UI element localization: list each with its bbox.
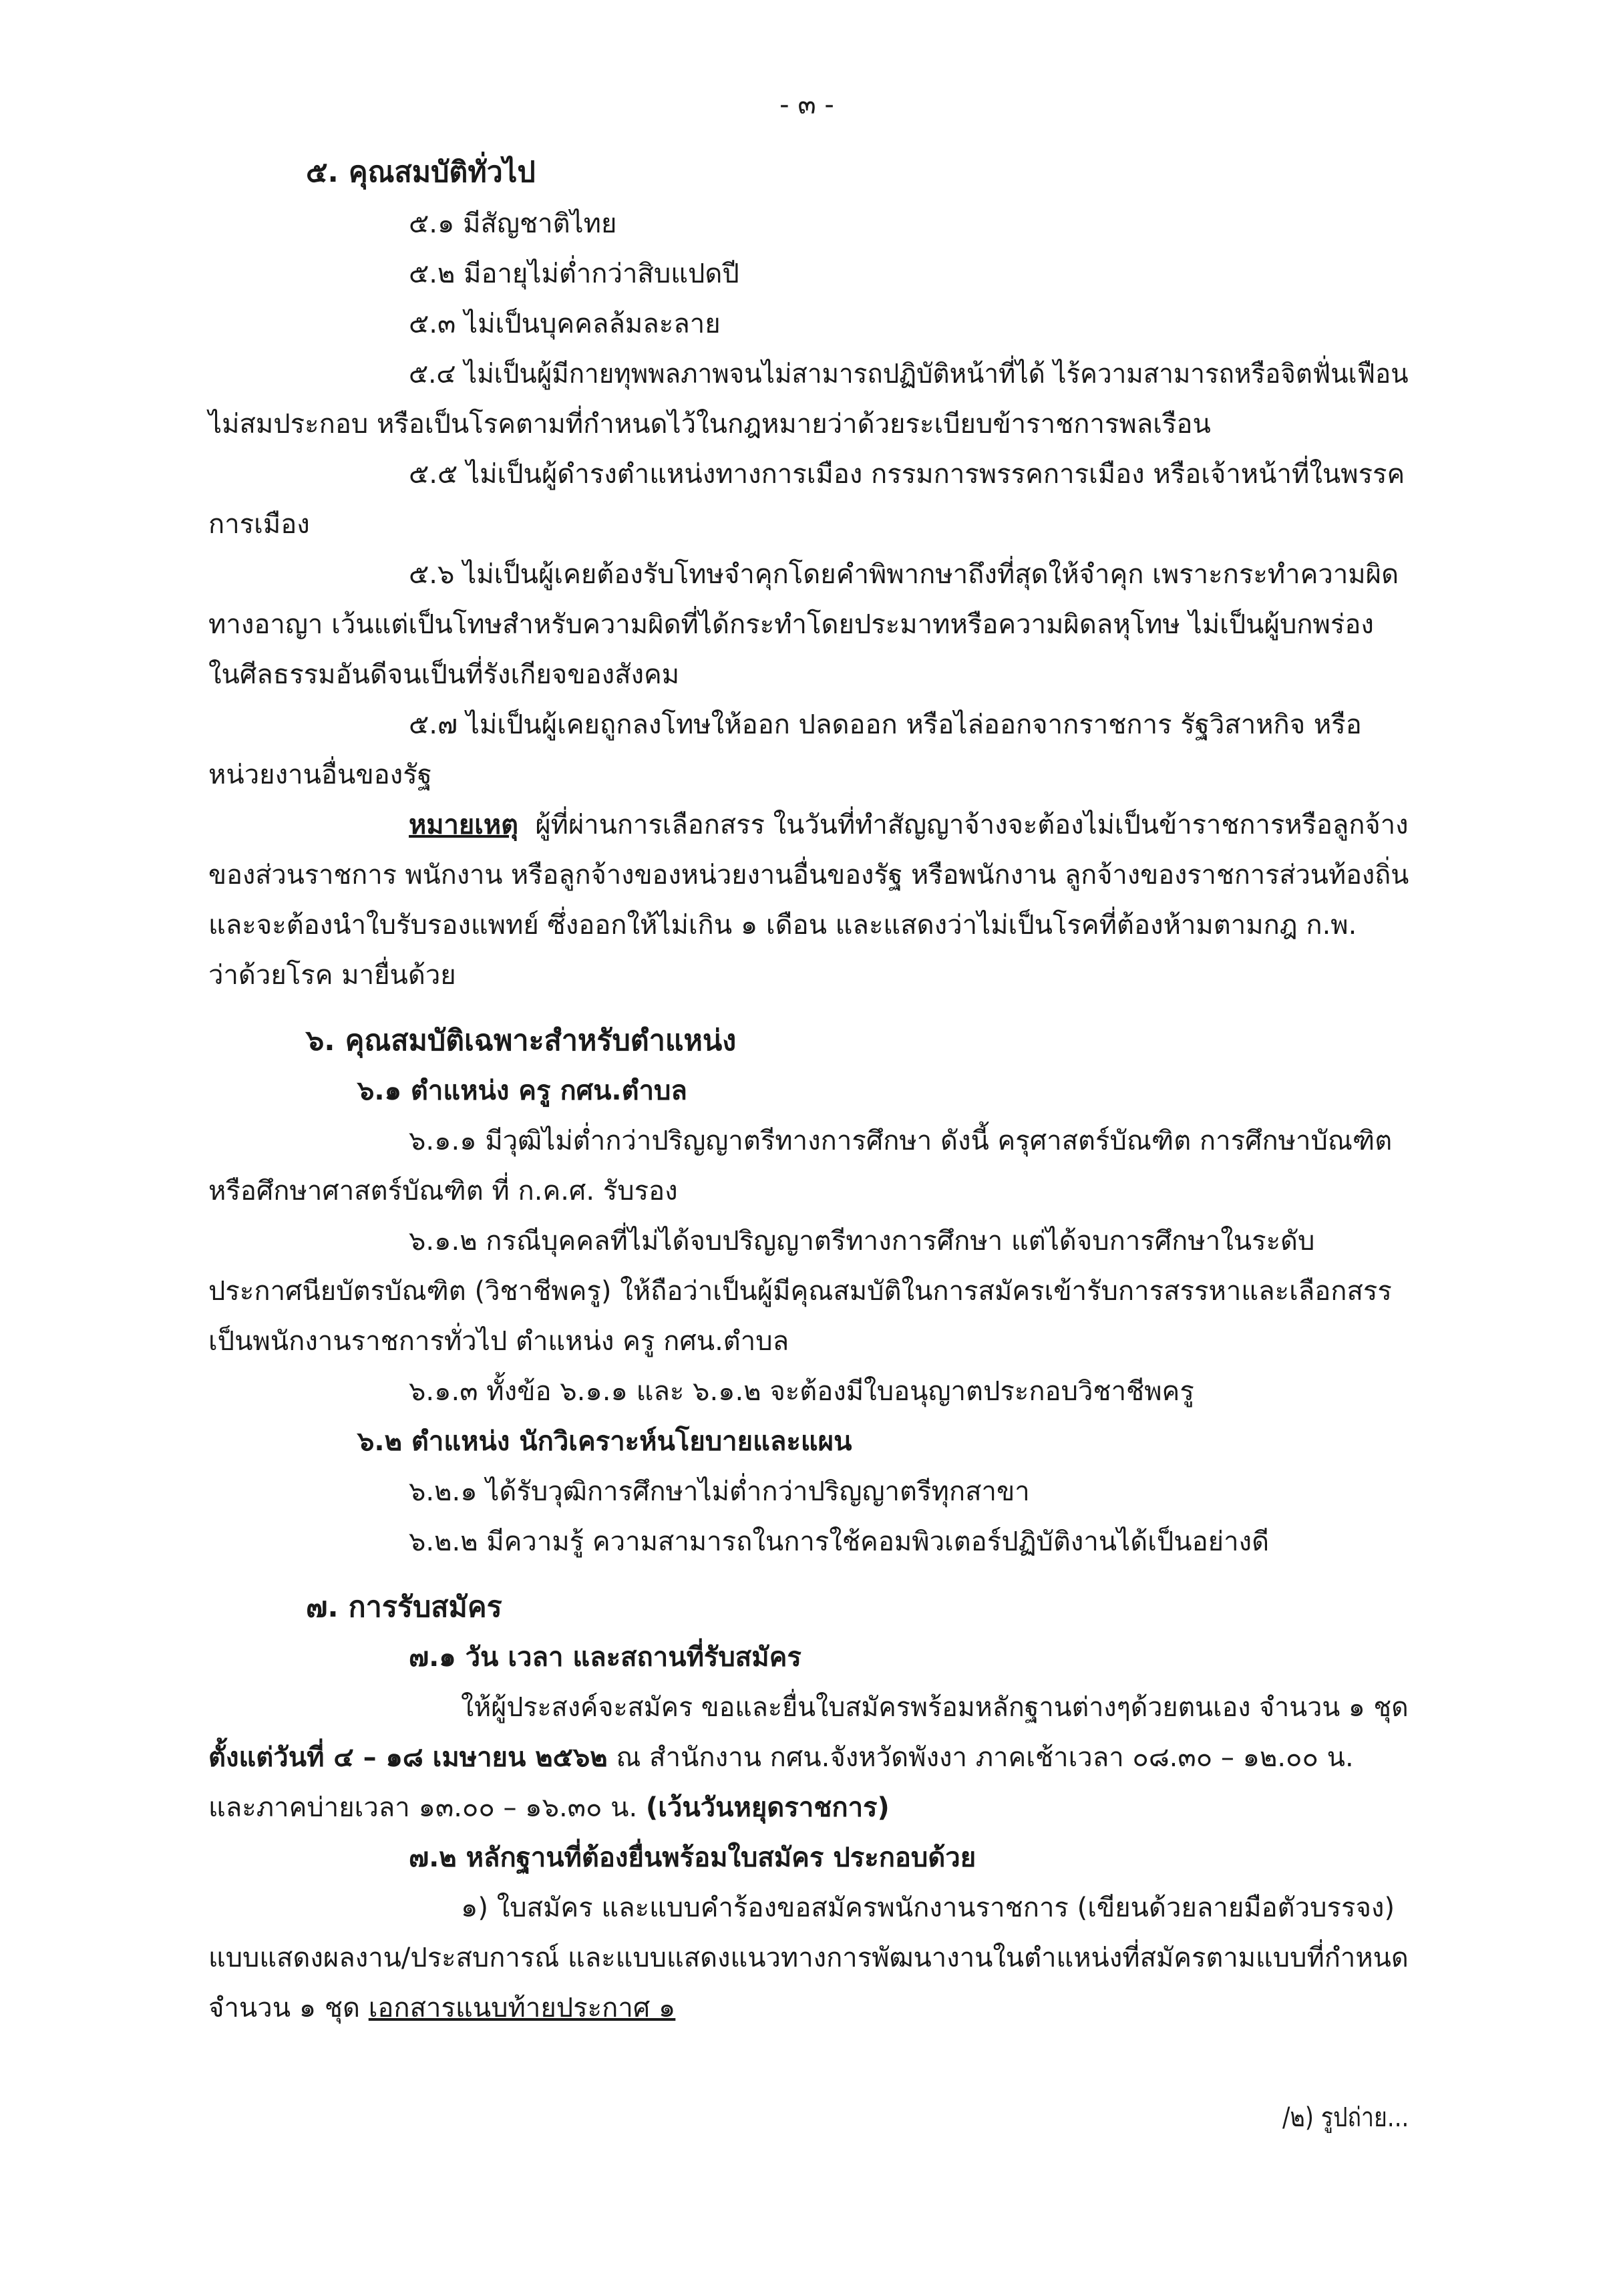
item-5-6-line1: ๕.๖ ไม่เป็นผู้เคยต้องรับโทษจำคุกโดยคำพิพากษาถึงที่สุดให้จำคุก เพราะกระทำความผิด [409, 559, 1399, 590]
item-6-1-1-line1: ๖.๑.๑ มีวุฒิไม่ต่ำกว่าปริญญาตรีทางการศึกษา ดังนี้ ครุศาสตร์บัณฑิต การศึกษาบัณฑิต [409, 1126, 1393, 1156]
note-line4: ว่าด้วยโรค มายื่นด้วย [208, 960, 456, 991]
item-5-5-line1: ๕.๕ ไม่เป็นผู้ดำรงตำแหน่งทางการเมือง กรรมการพรรคการเมือง หรือเจ้าหน้าที่ในพรรค [409, 459, 1405, 490]
item-5-7-line1: ๕.๗ ไม่เป็นผู้เคยถูกลงโทษให้ออก ปลดออก หรือไล่ออกจากราชการ รัฐวิสาหกิจ หรือ [409, 709, 1362, 740]
position-6-1: ๖.๑ ตำแหน่ง ครู กศน.ตำบล [357, 1076, 687, 1106]
item-6-1-1-line2: หรือศึกษาศาสตร์บัณฑิต ที่ ก.ค.ศ. รับรอง [208, 1176, 678, 1206]
continued-next-page: /๒) รูปถ่าย... [1282, 2102, 1409, 2133]
note-line1 [409, 805, 1409, 845]
item-5-4-line1: ๕.๔ ไม่เป็นผู้มีกายทุพพลภาพจนไม่สามารถปฏิบัติหน้าที่ได้ ไร้ความสามารถหรือจิตฟั่นเฟือน [409, 359, 1409, 389]
item-7-1-line2 [208, 1738, 1354, 1778]
item-7-2-1-line1: ๑) ใบสมัคร และแบบคำร้องขอสมัครพนักงานราชการ (เขียนด้วยลายมือตัวบรรจง) [461, 1893, 1395, 1923]
attachment-reference: เอกสารแนบท้ายประกาศ ๑ [368, 1993, 676, 2023]
item-6-1-2-line2: ประกาศนียบัตรบัณฑิต (วิชาชีพครู) ให้ถือว่าเป็นผู้มีคุณสมบัติในการสมัครเข้ารับการสรรหาและเลือกสรร [208, 1276, 1392, 1307]
section-5-heading: ๕. คุณสมบัติทั่วไป [306, 156, 536, 189]
item-7-2-1-line2: แบบแสดงผลงาน/ประสบการณ์ และแบบแสดงแนวทางการพัฒนางานในตำแหน่งที่สมัครตามแบบที่กำหนด [208, 1943, 1409, 1973]
item-5-7-line2: หน่วยงานอื่นของรัฐ [208, 760, 432, 790]
item-7-2-1-line3 [208, 1988, 675, 2028]
position-6-2: ๖.๒ ตำแหน่ง นักวิเคราะห์นโยบายและแผน [357, 1426, 852, 1457]
application-dates: ตั้งแต่วันที่ ๔ – ๑๘ เมษายน ๒๕๖๒ [208, 1742, 608, 1773]
afternoon-hours: และภาคบ่ายเวลา ๑๓.๐๐ – ๑๖.๓๐ น. [208, 1792, 646, 1823]
item-5-4-line2: ไม่สมประกอบ หรือเป็นโรคตามที่กำหนดไว้ในกฎหมายว่าด้วยระเบียบข้าราชการพลเรือน [208, 409, 1211, 440]
item-6-2-2: ๖.๒.๒ มีความรู้ ความสามารถในการใช้คอมพิวเตอร์ปฏิบัติงานได้เป็นอย่างดี [409, 1526, 1270, 1557]
item-5-6-line3: ในศีลธรรมอันดีจนเป็นที่รังเกียจของสังคม [208, 659, 680, 690]
subsection-7-1: ๗.๑ วัน เวลา และสถานที่รับสมัคร [409, 1642, 801, 1673]
item-6-2-1: ๖.๒.๑ ได้รับวุฒิการศึกษาไม่ต่ำกว่าปริญญาตรีทุกสาขา [409, 1476, 1030, 1507]
item-6-1-2-line3: เป็นพนักงานราชการทั่วไป ตำแหน่ง ครู กศน.ตำบล [208, 1326, 789, 1357]
item-6-1-2-line1: ๖.๑.๒ กรณีบุคคลที่ไม่ได้จบปริญญาตรีทางการศึกษา แต่ได้จบการศึกษาในระดับ [409, 1226, 1315, 1257]
subsection-7-2: ๗.๒ หลักฐานที่ต้องยื่นพร้อมใบสมัคร ประกอบด้วย [409, 1842, 976, 1873]
item-7-1-line1: ให้ผู้ประสงค์จะสมัคร ขอและยื่นใบสมัครพร้อมหลักฐานต่างๆด้วยตนเอง จำนวน ๑ ชุด [461, 1692, 1409, 1723]
item-7-1-line3 [208, 1788, 890, 1828]
item-5-5-line2: การเมือง [208, 509, 310, 540]
item-6-1-3: ๖.๑.๓ ทั้งข้อ ๖.๑.๑ และ ๖.๑.๒ จะต้องมีใบอนุญาตประกอบวิชาชีพครู [409, 1376, 1194, 1407]
item-5-1: ๕.๑ มีสัญชาติไทย [409, 208, 617, 239]
item-5-3: ๕.๓ ไม่เป็นบุคคลล้มละลาย [409, 309, 721, 339]
note-line2: ของส่วนราชการ พนักงาน หรือลูกจ้างของหน่วยงานอื่นของรัฐ หรือพนักงาน ลูกจ้างของราชการส่วนท้องถิ่น [208, 860, 1409, 890]
note-text-1: ผู้ที่ผ่านการเลือกสรร ในวันที่ทำสัญญาจ้างจะต้องไม่เป็นข้าราชการหรือลูกจ้าง [535, 810, 1409, 840]
page-number: - ๓ - [779, 90, 834, 120]
note-line3: และจะต้องนำใบรับรองแพทย์ ซึ่งออกให้ไม่เกิน ๑ เดือน และแสดงว่าไม่เป็นโรคที่ต้องห้ามตามกฎ ก.พ. [208, 910, 1357, 941]
copies-count: จำนวน ๑ ชุด [208, 1993, 369, 2023]
office-and-hours: ณ สำนักงาน กศน.จังหวัดพังงา ภาคเช้าเวลา ๐๘.๓๐ – ๑๒.๐๐ น. [607, 1742, 1354, 1773]
note-label: หมายเหตุ [409, 810, 518, 840]
item-5-6-line2: ทางอาญา เว้นแต่เป็นโทษสำหรับความผิดที่ได้กระทำโดยประมาทหรือความผิดลหุโทษ ไม่เป็นผู้บกพร่อง [208, 609, 1374, 640]
section-6-heading: ๖. คุณสมบัติเฉพาะสำหรับตำแหน่ง [306, 1024, 737, 1057]
section-7-heading: ๗. การรับสมัคร [306, 1591, 502, 1624]
item-5-2: ๕.๒ มีอายุไม่ต่ำกว่าสิบแปดปี [409, 259, 739, 289]
except-holidays: (เว้นวันหยุดราชการ) [645, 1792, 890, 1823]
